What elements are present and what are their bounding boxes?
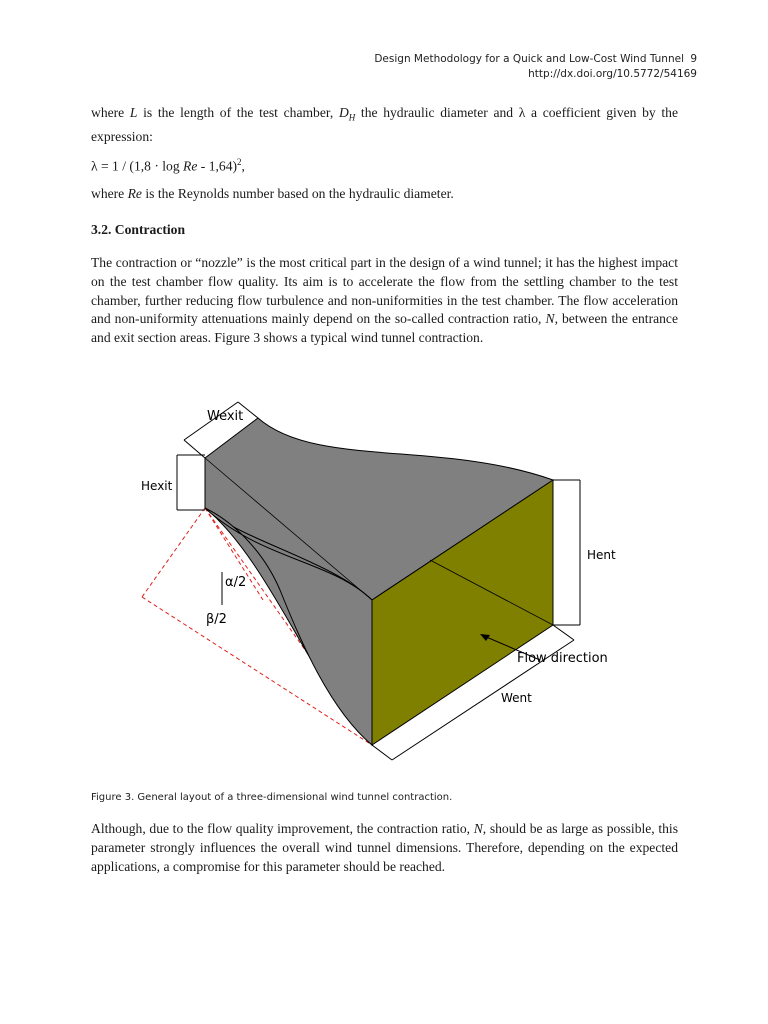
equation-lambda: $\lambda = 1 / (1,8 \cdot \log Re - 1,64)^2$,	[91, 157, 245, 174]
paragraph-compromise: Although, due to the flow quality improvement, the contraction ratio, N, should be as large as possible, this parameter strongly influences the overall wind tunnel dimensions. Therefore, depending on the expected applications, a compromise for this parameter should be reached.	[91, 821, 678, 874]
paragraph-contraction: The contraction or “nozzle” is the most critical part in the design of a wind tunnel; it has the highest impact on the test chamber flow quality. Its aim is to accelerate the flow from the settling chamber to the test chamber, further reducing flow turbulence and non-uniformities in the test chamber. The flow acceleration and non-uniformity attenuations mainly depend on the so-called contraction ratio, N, between the entrance and exit section areas. Figure 3 shows a typical wind tunnel contraction.	[91, 255, 678, 346]
running-header-title: Design Methodology for a Quick and Low-Cost Wind Tunnel	[374, 53, 684, 65]
label-hent: Hent	[587, 548, 616, 562]
label-wexit: Wexit	[207, 409, 244, 424]
paragraph-definitions: where L is the length of the test chamber, $D_H$ the hydraulic diameter and λ a coefficient given by the expression:	[91, 105, 679, 144]
label-hexit: Hexit	[141, 479, 173, 493]
section-heading: 3.2. Contraction	[91, 222, 186, 237]
doi-link[interactable]: http://dx.doi.org/10.5772/54169	[528, 68, 697, 80]
label-alpha: α/2	[225, 575, 247, 590]
label-went: Went	[501, 691, 532, 705]
paragraph-reynolds: where Re is the Reynolds number based on the hydraulic diameter.	[91, 186, 454, 201]
page-number: 9	[690, 53, 697, 65]
label-flow-direction: Flow direction	[517, 651, 608, 666]
label-beta: β/2	[206, 612, 227, 627]
figure-caption: Figure 3. General layout of a three-dimensional wind tunnel contraction.	[91, 792, 453, 803]
